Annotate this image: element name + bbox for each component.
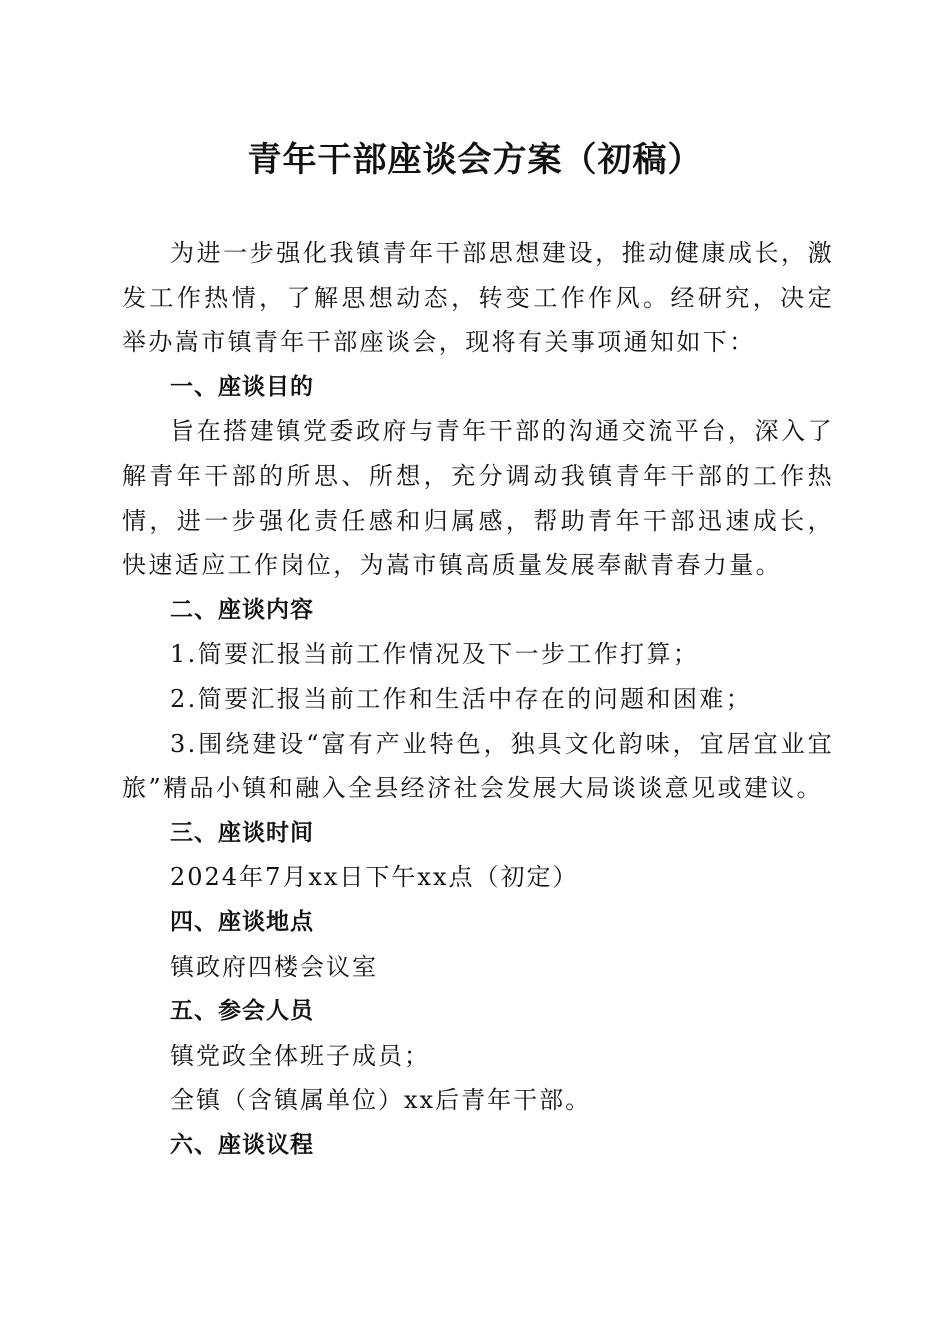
attendee-line-2: 全镇（含镇属单位）xx后青年干部。 <box>170 1086 592 1115</box>
attendee-line-1: 镇党政全体班子成员； <box>170 1041 430 1070</box>
meeting-location: 镇政府四楼会议室 <box>170 952 378 981</box>
meeting-time: 2024年7月xx日下午xx点（初定） <box>170 863 579 892</box>
purpose-paragraph: 旨在搭建镇党委政府与青年干部的沟通交流平台，深入了解青年干部的所思、所想，充分调动我镇青年干部的工作热情，进一步强化责任感和归属感，帮助青年干部迅速成长，快速适应工作岗位，为嵩市镇高质量发展奉献青春力量。 <box>122 417 834 580</box>
section-heading-attendees: 五、参会人员 <box>170 998 314 1025</box>
intro-paragraph: 为进一步强化我镇青年干部思想建设，推动健康成长，激发工作热情，了解思想动态，转变工作作风。经研究，决定举办嵩市镇青年干部座谈会，现将有关事项通知如下： <box>122 239 834 357</box>
content-item-1: 1.简要汇报当前工作情况及下一步工作打算； <box>170 640 700 669</box>
document-title: 青年干部座谈会方案（初稿） <box>247 140 703 180</box>
section-heading-purpose: 一、座谈目的 <box>170 373 314 400</box>
section-heading-content: 二、座谈内容 <box>170 596 314 623</box>
section-heading-location: 四、座谈地点 <box>170 908 314 935</box>
document-body <box>122 231 834 1167</box>
content-item-2: 2.简要汇报当前工作和生活中存在的问题和困难； <box>170 684 753 713</box>
content-item-3: 3.围绕建设“富有产业特色，独具文化韵味，宜居宜业宜旅”精品小镇和融入全县经济社会发展大局谈谈意见或建议。 <box>122 729 834 803</box>
section-heading-time: 三、座谈时间 <box>170 819 314 846</box>
section-heading-agenda: 六、座谈议程 <box>170 1131 314 1158</box>
